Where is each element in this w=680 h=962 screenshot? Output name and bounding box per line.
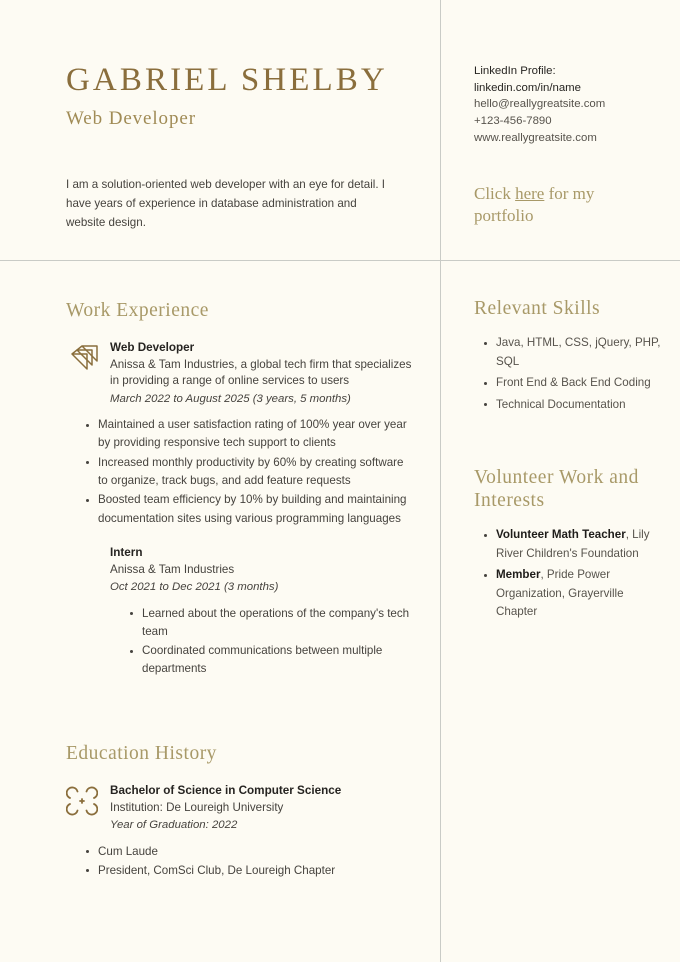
list-item: Increased monthly productivity by 60% by creating software to organize, track bugs, and add feature requests xyxy=(98,454,416,491)
name-block xyxy=(66,62,426,130)
work-entry-intern xyxy=(66,545,416,679)
website-url[interactable]: www.reallygreatsite.com xyxy=(474,131,597,144)
list-item: Java, HTML, CSS, jQuery, PHP, SQL xyxy=(496,334,664,371)
volunteer-org: , Pride Power Organization, Grayerville Chapter xyxy=(496,568,624,619)
work-entry xyxy=(66,340,416,407)
list-item: Boosted team efficiency by 10% by building and maintaining documentation sites using various programming languages xyxy=(98,491,416,528)
professional-summary: I am a solution-oriented web developer with an eye for detail. I have years of experience in database administration and website design. xyxy=(66,178,386,229)
job-bullets xyxy=(66,416,416,528)
volunteer-section xyxy=(474,466,664,625)
education-entry-body xyxy=(110,783,416,834)
portfolio-text-before: Click xyxy=(474,184,516,203)
list-item xyxy=(496,526,664,563)
list-item: Technical Documentation xyxy=(496,396,664,415)
list-item: Learned about the operations of the company's tech team xyxy=(142,605,416,642)
education-bullets xyxy=(66,843,416,881)
work-entry-body xyxy=(110,340,416,407)
candidate-name: GABRIEL SHELBY xyxy=(66,62,388,98)
work-experience-heading: Work Experience xyxy=(66,300,209,321)
portfolio-callout[interactable] xyxy=(474,183,654,227)
graduation-year: Year of Graduation: 2022 xyxy=(110,819,238,832)
education-section xyxy=(66,742,416,881)
phone-number: +123-456-7890 xyxy=(474,114,552,127)
list-item: Maintained a user satisfaction rating of 100% year over year by providing responsive tech support to clients xyxy=(98,416,416,453)
skills-list xyxy=(474,334,664,414)
volunteer-role: Member xyxy=(496,568,541,582)
education-entry xyxy=(66,783,416,834)
portfolio-text-after: for my portfolio xyxy=(474,184,595,226)
email-address[interactable]: hello@reallygreatsite.com xyxy=(474,98,606,111)
institution: Institution: De Loureigh University xyxy=(110,800,284,814)
job-company: Anissa & Tam Industries, a global tech firm that specializes in providing a range of online services to users xyxy=(110,357,412,388)
job-company: Anissa & Tam Industries xyxy=(110,562,235,576)
volunteer-role: Volunteer Math Teacher xyxy=(496,528,626,541)
portfolio-link[interactable]: here xyxy=(515,184,545,203)
list-item xyxy=(496,566,664,622)
abstract-arcs-icon xyxy=(66,783,110,834)
candidate-role: Web Developer xyxy=(66,107,196,129)
education-heading: Education History xyxy=(66,743,217,764)
job-dates: March 2022 to August 2025 (3 years, 5 months) xyxy=(110,392,351,405)
list-item: Cum Laude xyxy=(98,843,416,861)
skills-heading: Relevant Skills xyxy=(474,298,601,319)
job-title: Web Developer xyxy=(110,341,195,354)
volunteer-org: , Lily River Children's Foundation xyxy=(496,528,650,560)
job-title: Intern xyxy=(110,545,143,559)
volunteer-list xyxy=(474,526,664,622)
layered-triangles-icon xyxy=(66,340,110,407)
work-experience-section xyxy=(66,299,416,680)
skills-section xyxy=(474,297,664,417)
contact-block xyxy=(474,63,664,146)
volunteer-heading: Volunteer Work and Interests xyxy=(474,467,639,511)
job-dates: Oct 2021 to Dec 2021 (3 months) xyxy=(110,580,279,593)
job-bullets xyxy=(110,605,416,679)
list-item: Front End & Back End Coding xyxy=(496,374,664,393)
linkedin-url[interactable]: linkedin.com/in/name xyxy=(474,81,581,94)
list-item: President, ComSci Club, De Loureigh Chapter xyxy=(98,862,416,880)
right-column xyxy=(441,0,680,962)
linkedin-label: LinkedIn Profile: xyxy=(474,65,556,77)
degree-title: Bachelor of Science in Computer Science xyxy=(110,784,342,797)
list-item: Coordinated communications between multiple departments xyxy=(142,642,416,679)
